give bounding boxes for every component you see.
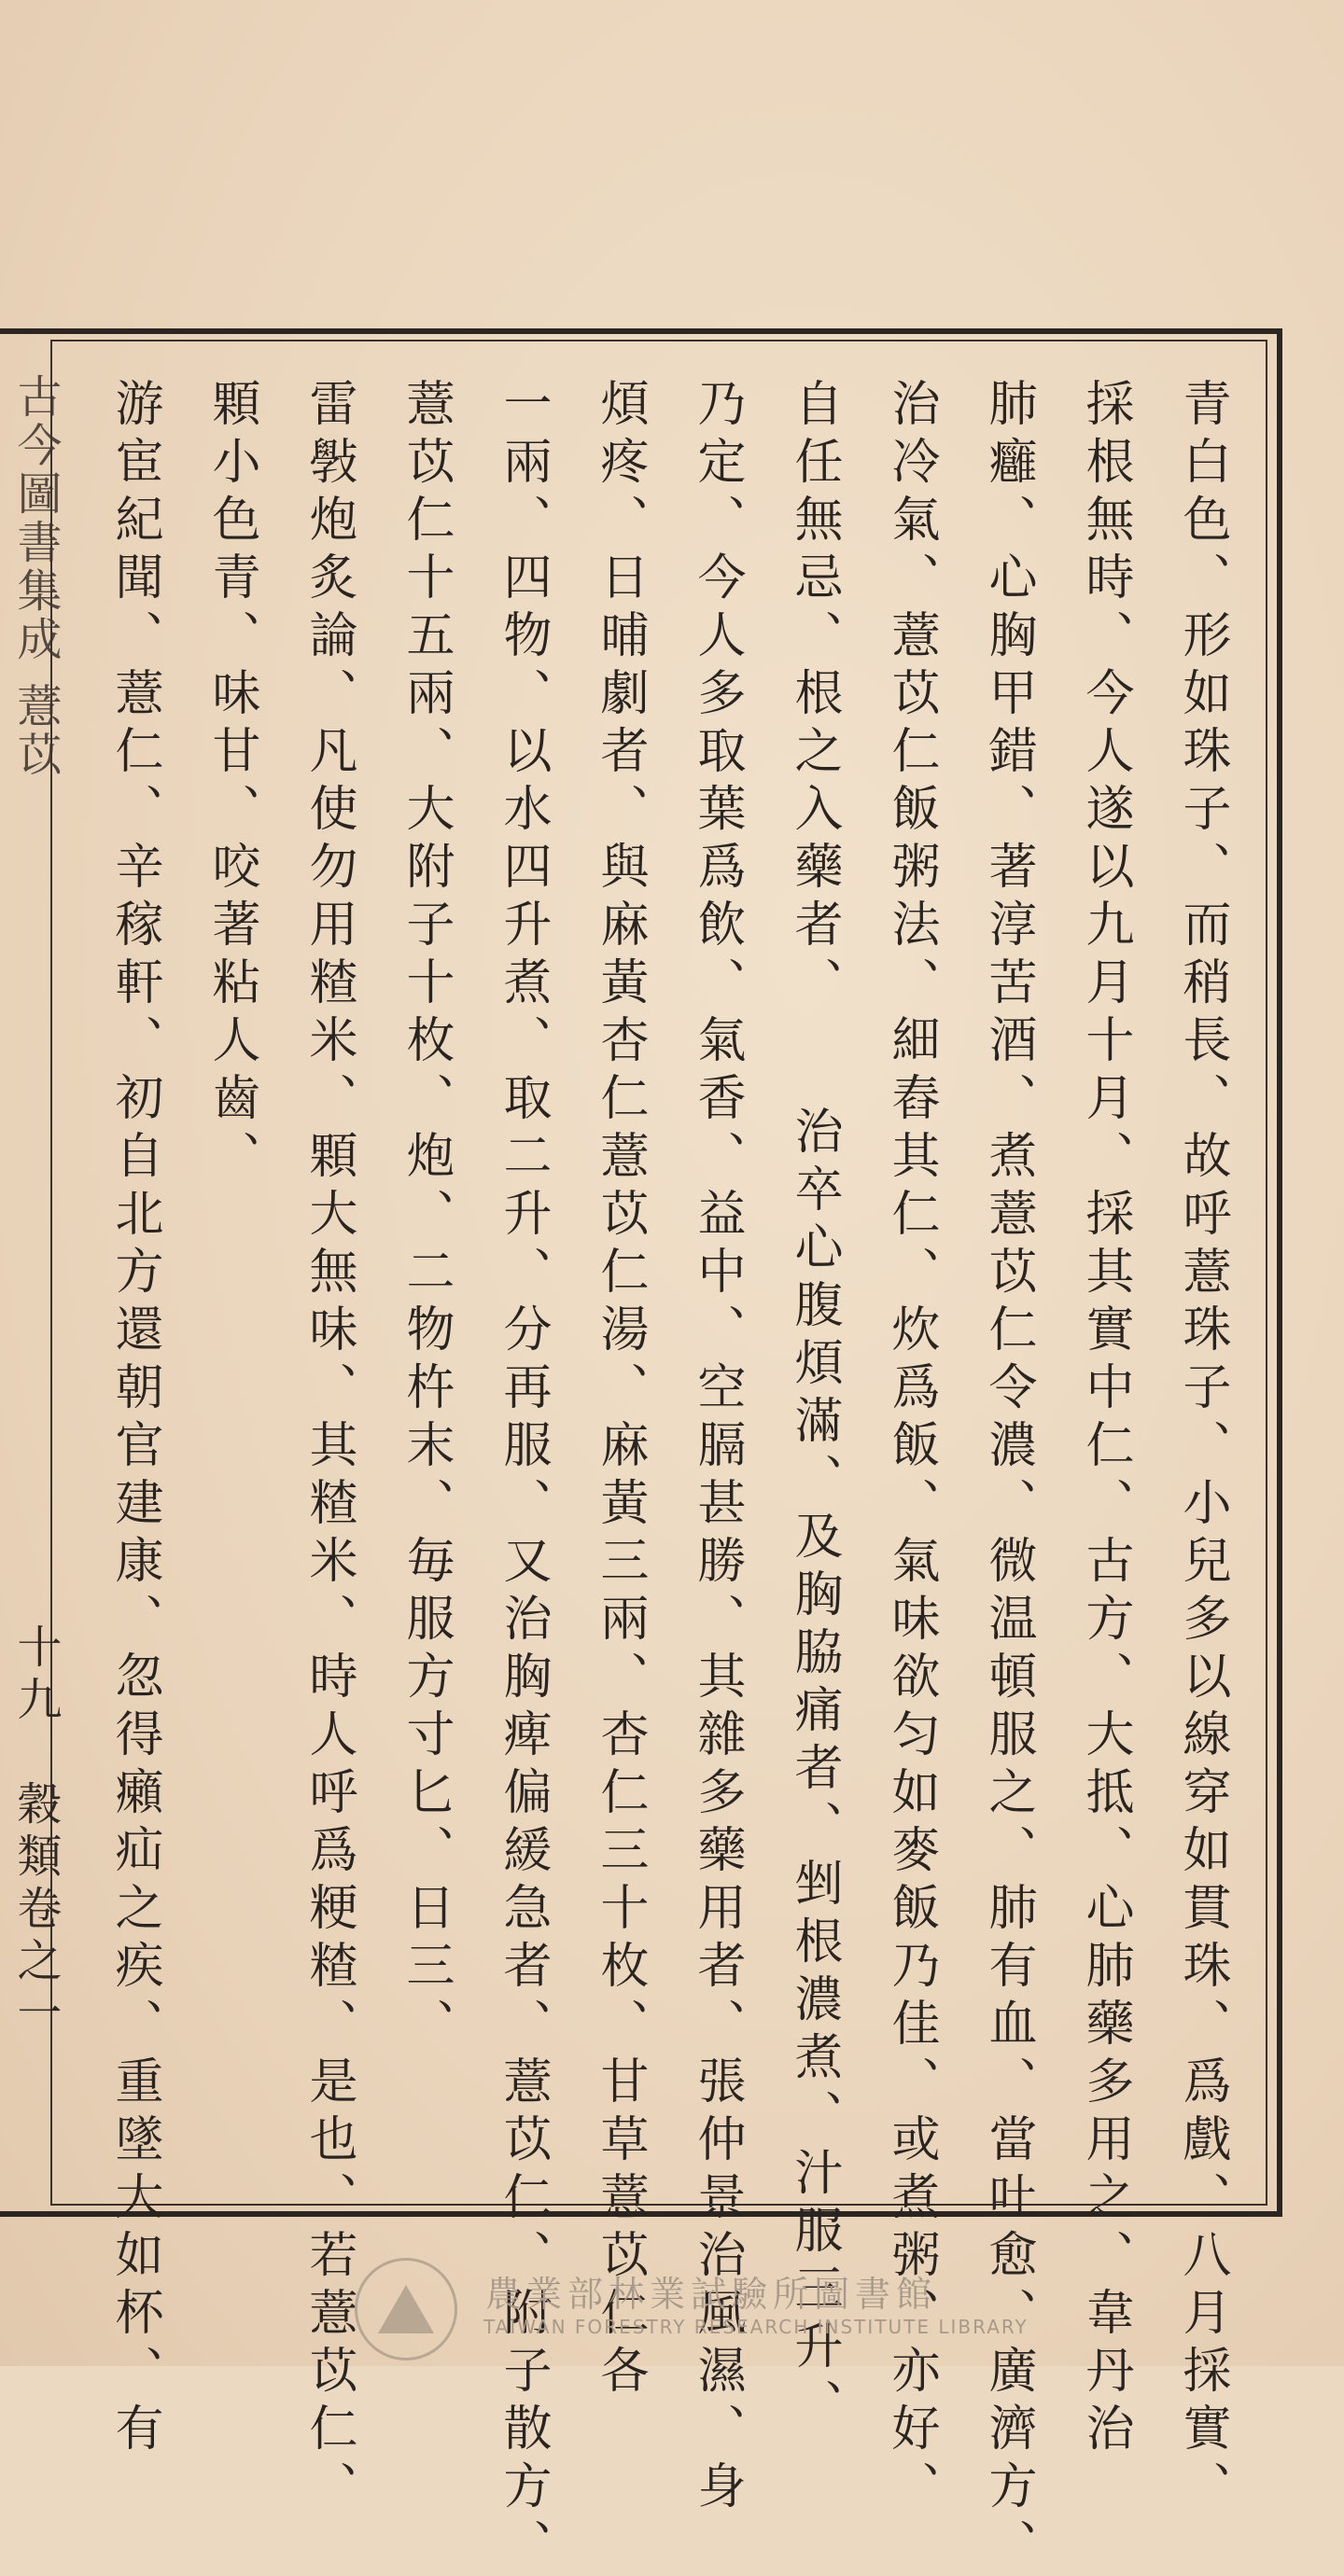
page-gutter [0,345,62,2211]
text-column-7: 煩疼、日晡劇者、與麻黃杏仁薏苡仁湯、麻黃三兩、杏仁三十枚、甘草薏苡仁各 [592,378,648,2402]
library-seal-icon [355,2258,457,2360]
text-column-10: 雷斅炮炙論、凡使勿用𥻗米、顆大無味、其𥻗米、時人呼爲粳𥻗、是也、若薏苡仁、 [301,378,357,2518]
library-name-english: TAIWAN FORESTRY RESEARCH INSTITUTE LIBRARY [483,2316,1029,2338]
text-column-6: 乃定、今人多取葉爲飲、氣香、益中、空膈甚勝、其雜多藥用者、張仲景治風濕、身 [689,378,745,2518]
text-column-9: 薏苡仁十五兩、大附子十枚、炮、二物杵末、毎服方寸匕、日三、 [398,378,454,2055]
gutter-page-info: 十九 穀類卷之一 [9,1623,62,2041]
text-column-11: 顆小色青、味甘、咬著粘人齒、 [203,378,259,1188]
seal-triangle-icon [378,2285,434,2333]
gutter-title: 古今圖書集成 薏苡 [9,373,62,780]
text-column-1: 青白色、形如珠子、而稍長、故呼薏珠子、小兒多以線穿如貫珠、爲戲、八月採實、 [1174,378,1230,2518]
text-column-4: 治冷氣、薏苡仁飯粥法、細舂其仁、炊爲飯、氣味欲匀如麥飯乃佳、或煮粥、亦好、 [883,378,939,2518]
text-column-5: 自任無忌、根之入藥者、 治卒心腹煩滿、及胸脇痛者、剉根濃煮、汁服三升、 [786,378,842,2436]
text-column-2: 採根無時、今人遂以九月十月、採其實中仁、古方、大抵、心肺藥多用之、韋丹治 [1077,378,1133,2460]
text-column-12: 游宦紀聞、薏仁、辛稼軒、初自北方還朝官建康、忽得癩疝之疾、重墜大如杯、有 [106,378,162,2460]
text-column-8: 一兩、四物、以水四升煮、取二升、分再服、又治胸痺偏緩急者、薏苡仁、附子散方、 [495,378,551,2576]
text-column-3: 肺癰、心胸甲錯、著淳苦酒、煮薏苡仁令濃、微温頓服之、肺有血、當吐愈、廣濟方、 [980,378,1036,2576]
library-name-chinese: 農業部林業試驗所圖書館 [485,2274,938,2315]
